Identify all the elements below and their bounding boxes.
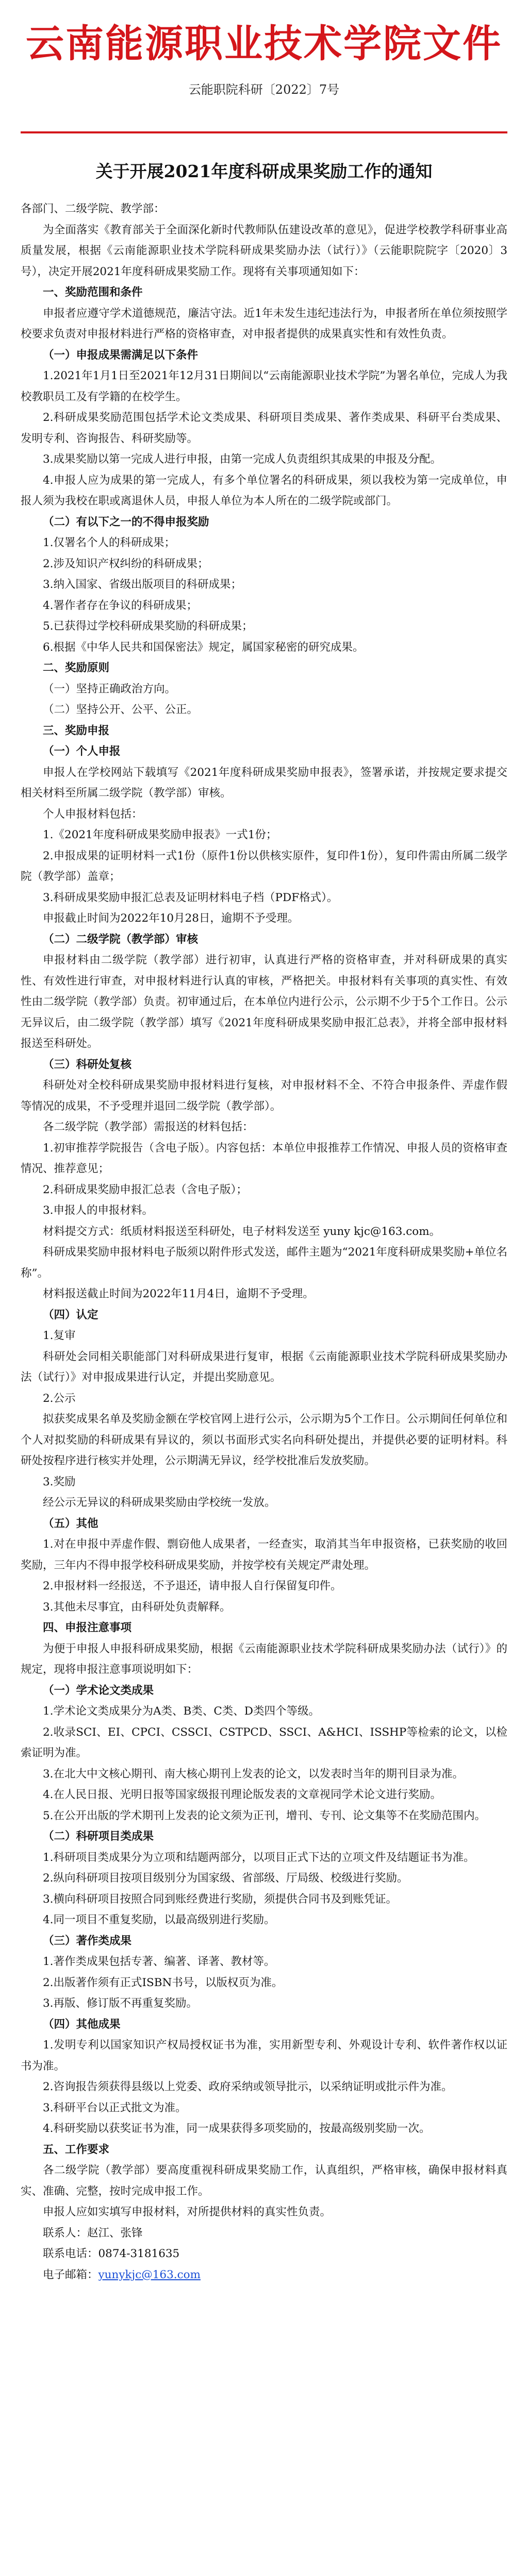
body-paragraph	[21, 1889, 507, 1910]
body-paragraph	[21, 700, 507, 721]
body-paragraph	[21, 908, 507, 929]
paragraph-text: 1.复审	[43, 1329, 76, 1342]
paragraph-text: 个人申报材料包括：	[43, 807, 143, 821]
body-paragraph	[21, 1200, 507, 1222]
paragraph-text: 3.科研成果奖励申报汇总表及证明材料电子档（PDF格式）。	[43, 891, 338, 904]
paragraph-text: 经公示无异议的科研成果奖励由学校统一发放。	[43, 1496, 276, 1509]
paragraph-text: 5.在公开出版的学术期刊上发表的论文须为正刊，增刊、专刊、论文集等不在奖励范围内。	[43, 1809, 486, 1822]
paragraph-text: 五、工作要求	[43, 2143, 110, 2156]
body-paragraph	[21, 762, 507, 804]
paragraph-text: 3.横向科研项目按照合同到账经费进行奖励，须提供合同书及到账凭证。	[43, 1892, 398, 1906]
body-paragraph	[21, 1347, 507, 1388]
body-paragraph	[21, 1806, 507, 1827]
paragraph-text: 1.初审推荐学院报告（含电子版）。内容包括：本单位申报推荐工作情况、申报人员的资格审查情况、推荐意见；	[21, 1141, 507, 1175]
section-heading	[21, 658, 507, 679]
body-paragraph	[21, 408, 507, 449]
paragraph-text: 2.涉及知识产权纠纷的科研成果；	[43, 557, 209, 570]
body-paragraph	[21, 2265, 507, 2286]
body-paragraph	[21, 1180, 507, 1201]
subsection-heading	[21, 345, 507, 366]
body-paragraph	[21, 2223, 507, 2244]
email-link[interactable]: yunykjc@163.com	[98, 2268, 201, 2281]
subsection-heading	[21, 1055, 507, 1076]
paragraph-text: 2.申报材料一经报送，不予退还，请申报人自行保留复印件。	[43, 1580, 342, 1592]
paragraph-text: （三）著作类成果	[43, 1934, 132, 1947]
paragraph-text: 2.咨询报告须获得县级以上党委、政府采纳或领导批示，以采纳证明或批示件为准。	[43, 2080, 453, 2093]
paragraph-text: 1.著作类成果包括专著、编著、译著、教材等。	[43, 1955, 275, 1968]
document-title: 关于开展2021年度科研成果奖励工作的通知	[95, 161, 433, 181]
paragraph-text: 1.科研项目类成果分为立项和结题两部分，以项目正式下达的立项文件及结题证书为准。	[43, 1851, 475, 1864]
section-heading	[21, 282, 507, 303]
body-paragraph	[21, 1639, 507, 1681]
paragraph-text: 一、奖励范围和条件	[43, 286, 143, 299]
paragraph-text: 科研成果奖励申报材料电子版须以附件形式发送，邮件主题为“2021年度科研成果奖励+单位名称”。	[21, 1246, 507, 1280]
body-paragraph	[21, 366, 507, 408]
body-paragraph	[21, 596, 507, 617]
document-number: 云能职院科研〔2022〕7号	[188, 82, 340, 97]
body-paragraph	[21, 1284, 507, 1305]
paragraph-text: （四）其他成果	[43, 2018, 121, 2031]
body-paragraph	[21, 1242, 507, 1284]
paragraph-text: 1.发明专利以国家知识产权局授权证书为准，实用新型专利、外观设计专利、软件著作权以证书为准。	[21, 2039, 507, 2073]
body-paragraph	[21, 2098, 507, 2119]
subsection-heading	[21, 1931, 507, 1952]
body-paragraph	[21, 1993, 507, 2014]
paragraph-text: 2.公示	[43, 1392, 76, 1405]
paragraph-text: （二）坚持公开、公平、公正。	[43, 703, 199, 716]
paragraph-text: （一）坚持正确政治方向。	[43, 682, 176, 696]
body-paragraph	[21, 2160, 507, 2202]
paragraph-text: （一）申报成果需满足以下条件	[43, 348, 199, 362]
body-paragraph	[21, 554, 507, 575]
body-paragraph	[21, 1973, 507, 1994]
paragraph-text: 联系人：赵江、张锋	[43, 2226, 143, 2240]
paragraph-text: 3.科研平台以正式批文为准。	[43, 2101, 187, 2114]
paragraph-text: 二、奖励原则	[43, 662, 110, 674]
paragraph-text: 申报截止时间为2022年10月28日，逾期不予受理。	[43, 912, 299, 925]
paragraph-text: 各二级学院（教学部）要高度重视科研成果奖励工作，认真组织，严格审核，确保申报材料真实、准确、完整，按时完成申报工作。	[21, 2164, 507, 2198]
body-paragraph	[21, 1722, 507, 1764]
paragraph-text: 4.在人民日报、光明日报等国家级报刊理论版发表的文章视同学术论文进行奖励。	[43, 1788, 442, 1801]
paragraph-list	[21, 199, 507, 2285]
paragraph-text: 申报者应遵守学术道德规范，廉洁守法。近1年未发生违纪违法行为，申报者所在单位须按照学校要求负责对申报材料进行严格的资格审查，对申报者提供的成果真实性和有效性负责。	[21, 307, 507, 341]
paragraph-text: 各二级学院（教学部）需报送的材料包括：	[43, 1121, 254, 1133]
paragraph-text: 1.学术论文类成果分为A类、B类、C类、D类四个等级。	[43, 1705, 320, 1718]
paragraph-text: 6.根据《中华人民共和国保密法》规定，属国家秘密的研究成果。	[43, 640, 364, 654]
body-paragraph	[21, 1117, 507, 1138]
paragraph-text: 2.出版著作须有正式ISBN书号，以版权页为准。	[43, 1976, 283, 1989]
paragraph-text: （二）二级学院（教学部）审核	[43, 933, 199, 946]
subsection-heading	[21, 512, 507, 533]
paragraph-text: 3.申报人的申报材料。	[43, 1204, 154, 1217]
body-paragraph	[21, 804, 507, 825]
body-paragraph	[21, 470, 507, 512]
paragraph-text: （二）科研项目类成果	[43, 1830, 154, 1843]
body-paragraph	[21, 1576, 507, 1597]
subsection-heading	[21, 741, 507, 762]
paragraph-text: 三、奖励申报	[43, 724, 110, 737]
paragraph-text: 4.科研奖励以获奖证书为准，同一成果获得多项奖励的，按最高级别奖励一次。	[43, 2122, 431, 2135]
body-paragraph	[21, 2035, 507, 2077]
paragraph-text: 各部门、二级学院、教学部：	[21, 202, 165, 215]
subsection-heading	[21, 2014, 507, 2036]
body-paragraph	[21, 1326, 507, 1347]
body-paragraph	[21, 220, 507, 283]
body-paragraph	[21, 1472, 507, 1493]
body-paragraph	[21, 1848, 507, 1869]
paragraph-text: 1.对在申报中弄虚作假、剽窃他人成果者，一经查实，取消其当年申报资格，已获奖励的收回奖励，三年内不得申报学校科研成果奖励，并按学校有关规定严肃处理。	[21, 1538, 507, 1572]
paragraph-text: 2.申报成果的证明材料一式1份（原件1份以供核实原件，复印件1份），复印件需由所属二级学院（教学部）盖章；	[21, 849, 507, 883]
paragraph-text: 四、申报注意事项	[43, 1621, 132, 1634]
body-paragraph	[21, 846, 507, 888]
paragraph-text: 材料报送截止时间为2022年11月4日，逾期不予受理。	[43, 1287, 314, 1300]
body-paragraph	[21, 2077, 507, 2098]
paragraph-text: （四）认定	[43, 1308, 98, 1321]
body-paragraph	[21, 574, 507, 596]
body-paragraph	[21, 303, 507, 345]
body-paragraph	[21, 1764, 507, 1785]
body-paragraph	[21, 1534, 507, 1576]
paragraph-text: 申报材料由二级学院（教学部）进行初审，认真进行严格的资格审查，并对科研成果的真实性、有效性进行审查，对申报材料进行认真的审核，严格把关。申报材料有关事项的真实性、有效性由二级学院（教学部）负责。初审通过后，在本单位内进行公示，公示期不少于5个工作日。公示无异议后，由二级学院（教学部）填写《2021年度科研成果奖励申报汇总表》，并将全部申报材料报送至科研处。	[21, 954, 507, 1050]
paragraph-text: 4.署作者存在争议的科研成果；	[43, 599, 198, 612]
body-paragraph	[21, 1597, 507, 1618]
paragraph-text: 1.仅署名个人的科研成果；	[43, 536, 176, 549]
red-divider-line	[21, 131, 507, 133]
paragraph-text: （一）个人申报	[43, 745, 121, 758]
paragraph-text: 2.科研成果奖励申报汇总表（含电子版）；	[43, 1183, 248, 1196]
paragraph-text: 材料提交方式：纸质材料报送至科研处，电子材料发送至 yuny kjc@163.com。	[43, 1225, 441, 1238]
paragraph-text: 4.同一项目不重复奖励，以最高级别进行奖励。	[43, 1913, 275, 1926]
body-paragraph	[21, 1222, 507, 1243]
body-paragraph	[21, 637, 507, 658]
subsection-heading	[21, 1681, 507, 1702]
body-paragraph	[21, 1910, 507, 1931]
body-paragraph	[21, 2119, 507, 2140]
paragraph-text: 联系电话：0874-3181635	[43, 2247, 180, 2260]
paragraph-text: 3.再版、修订版不再重复奖励。	[43, 1997, 198, 2010]
body-paragraph	[21, 2202, 507, 2223]
paragraph-text: （五）其他	[43, 1517, 98, 1530]
body-paragraph	[21, 679, 507, 700]
subsection-heading	[21, 929, 507, 951]
paragraph-text: 3.成果奖励以第一完成人进行申报，由第一完成人负责组织其成果的申报及分配。	[43, 453, 442, 466]
paragraph-text: 3.纳入国家、省级出版项目的科研成果；	[43, 578, 242, 591]
paragraph-text: 申报人应如实填写申报材料，对所提供材料的真实性负责。	[43, 2206, 332, 2218]
paragraph-text: 申报人在学校网站下载填写《2021年度科研成果奖励申报表》，签署承诺，并按规定要求提交相关材料至所属二级学院（教学部）审核。	[21, 766, 507, 800]
body-paragraph	[21, 616, 507, 637]
paragraph-text: 电子邮箱：	[43, 2268, 98, 2281]
paragraph-text: 科研处会同相关职能部门对科研成果进行复审，根据《云南能源职业技术学院科研成果奖励办法（试行）》对申报成果进行认定，并提出奖励意见。	[21, 1350, 507, 1384]
paragraph-text: 2.科研成果奖励范围包括学术论文类成果、科研项目类成果、著作类成果、科研平台类成果、发明专利、咨询报告、科研奖励等。	[21, 411, 507, 445]
paragraph-text: 5.已获得过学校科研成果奖励的科研成果；	[43, 620, 253, 633]
paragraph-text: 3.其他未尽事宜，由科研处负责解释。	[43, 1600, 231, 1614]
subsection-heading	[21, 1514, 507, 1535]
paragraph-text: （三）科研处复核	[43, 1058, 132, 1071]
body-paragraph	[21, 1075, 507, 1117]
body-paragraph	[21, 1701, 507, 1722]
masthead-title: 云南能源职业技术学院文件	[26, 23, 502, 65]
body-paragraph	[21, 825, 507, 846]
body-paragraph	[21, 1138, 507, 1180]
paragraph-text: 1.《2021年度科研成果奖励申报表》一式1份；	[43, 828, 277, 841]
body-paragraph	[21, 1493, 507, 1514]
body-paragraph	[21, 1868, 507, 1889]
paragraph-text: 1.2021年1月1日至2021年12月31日期间以“云南能源职业技术学院”为署名单位，完成人为我校教职员工及有学籍的在校学生。	[21, 369, 507, 403]
paragraph-text: 科研处对全校科研成果奖励申报材料进行复核，对申报材料不全、不符合申报条件、弄虚作假等情况的成果，不予受理并退回二级学院（教学部）。	[21, 1079, 507, 1113]
body-paragraph	[21, 950, 507, 1055]
paragraph-text: 3.奖励	[43, 1475, 76, 1488]
body-paragraph	[21, 199, 507, 220]
body-paragraph	[21, 1388, 507, 1410]
section-heading	[21, 2140, 507, 2161]
paragraph-text: 为便于申报人申报科研成果奖励，根据《云南能源职业技术学院科研成果奖励办法（试行）》的规定，现将申报注意事项说明如下：	[21, 1642, 507, 1676]
subsection-heading	[21, 1305, 507, 1326]
subsection-heading	[21, 1826, 507, 1848]
section-heading	[21, 1618, 507, 1639]
paragraph-text: 4.申报人应为成果的第一完成人，有多个单位署名的科研成果，须以我校为第一完成单位，申报人须为我校在职或离退休人员，申报人单位为本人所在的二级学院或部门。	[21, 473, 507, 507]
document-body	[21, 160, 507, 2285]
masthead	[21, 21, 507, 98]
body-paragraph	[21, 1785, 507, 1806]
body-paragraph	[21, 449, 507, 470]
paragraph-text: （二）有以下之一的不得申报奖励	[43, 515, 209, 529]
paragraph-text: 2.收录SCI、EI、CPCI、CSSCI、CSTPCD、SSCI、A&HCI、ISSHP等检索的论文，以检索证明为准。	[21, 1725, 507, 1759]
paragraph-text: （一）学术论文类成果	[43, 1684, 154, 1697]
paragraph-text: 拟获奖成果名单及奖励金额在学校官网上进行公示，公示期为5个工作日。公示期间任何单位和个人对拟奖励的科研成果有异议的，须以书面形式实名向科研处提出，并提供必要的证明材料。科研处按程序进行核实并处理，公示期满无异议，经学校批准后发放奖励。	[21, 1413, 507, 1467]
body-paragraph	[21, 888, 507, 909]
body-paragraph	[21, 2244, 507, 2265]
body-paragraph	[21, 1952, 507, 1973]
paragraph-text: 2.纵向科研项目按项目级别分为国家级、省部级、厅局级、校级进行奖励。	[43, 1872, 408, 1885]
paragraph-text: 为全面落实《教育部关于全面深化新时代教师队伍建设改革的意见》，促进学校教学科研事业高质量发展，根据《云南能源职业技术学院科研成果奖励办法（试行）》（云能职院院字〔2020〕3号），决定开展2021年度科研成果奖励工作。现将有关事项通知如下：	[21, 223, 507, 278]
section-heading	[21, 721, 507, 742]
body-paragraph	[21, 1409, 507, 1472]
paragraph-text: 3.在北大中文核心期刊、南大核心期刊上发表的论文，以发表时当年的期刊目录为准。	[43, 1767, 464, 1781]
body-paragraph	[21, 533, 507, 554]
